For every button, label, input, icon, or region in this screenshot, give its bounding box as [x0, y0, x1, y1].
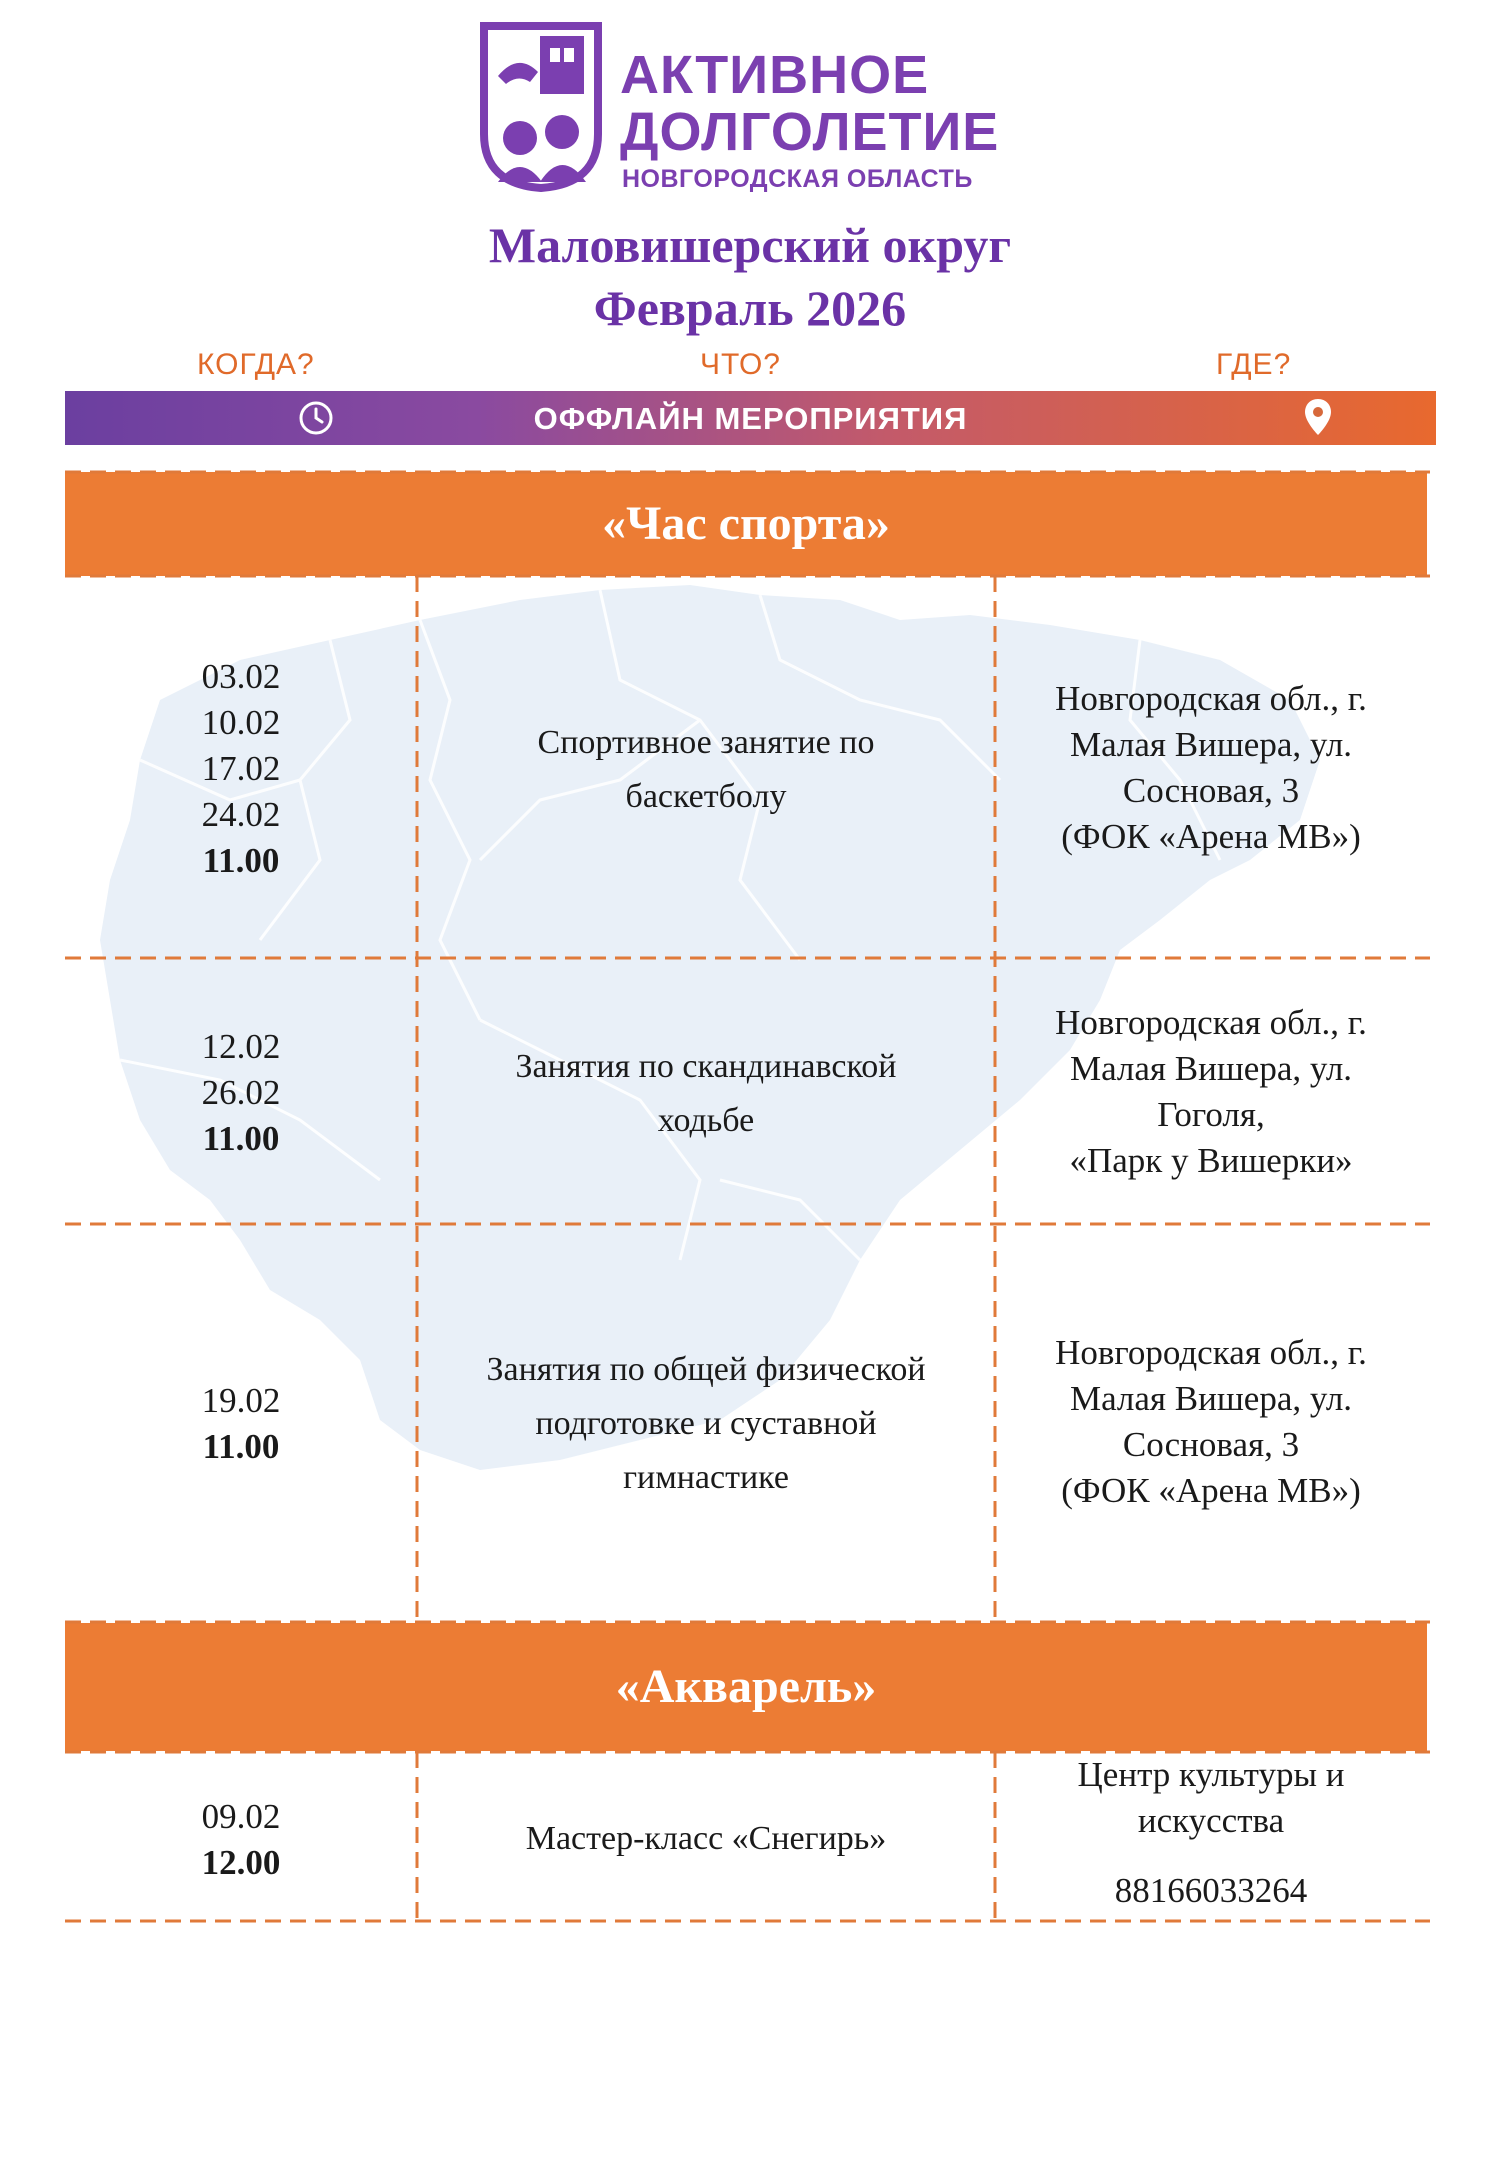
- logo-subtitle: НОВГОРОДСКАЯ ОБЛАСТЬ: [622, 165, 973, 193]
- location-line: Новгородская обл., г.: [1055, 1333, 1367, 1372]
- label-what: ЧТО?: [700, 348, 781, 381]
- event-line: Занятия по общей физической: [486, 1351, 926, 1388]
- row3-event: [417, 1343, 995, 1505]
- date: 10.02: [201, 703, 281, 742]
- time: 11.00: [202, 841, 280, 880]
- location-line: Гоголя,: [1157, 1095, 1265, 1134]
- row3-dates: [65, 1378, 417, 1470]
- location-line: искусства: [1137, 1801, 1285, 1840]
- row4-location: [995, 1752, 1427, 1914]
- row2-location: [995, 1000, 1427, 1184]
- event-line: баскетболу: [625, 778, 787, 815]
- row1-dates: [65, 654, 417, 884]
- date: 09.02: [201, 1797, 281, 1836]
- time: 11.00: [202, 1427, 280, 1466]
- phone-number: 88166033264: [1114, 1871, 1308, 1910]
- event-line: Спортивное занятие по: [537, 724, 875, 761]
- logo-title-line1: АКТИВНОЕ: [620, 45, 930, 105]
- active-longevity-logo-icon: [478, 22, 604, 192]
- event-line: Мастер-класс «Снегирь»: [525, 1820, 887, 1857]
- location-pin-icon: [1303, 397, 1333, 437]
- time: 11.00: [202, 1119, 280, 1158]
- location-line: (ФОК «Арена МВ»): [1061, 817, 1361, 856]
- row4-event: [417, 1812, 995, 1866]
- date: 03.02: [201, 657, 281, 696]
- page-title: Маловишерский округ: [488, 217, 1012, 273]
- location-line: Новгородская обл., г.: [1055, 1003, 1367, 1042]
- location-line: (ФОК «Арена МВ»): [1061, 1471, 1361, 1510]
- location-line: Сосновая, 3: [1122, 771, 1300, 810]
- clock-icon: [297, 399, 335, 437]
- label-when: КОГДА?: [197, 348, 315, 381]
- date: 19.02: [201, 1381, 281, 1420]
- logo-title-line2: ДОЛГОЛЕТИЕ: [620, 102, 1000, 162]
- row1-location: [995, 676, 1427, 860]
- event-line: Занятия по скандинавской: [515, 1048, 897, 1085]
- location-line: Сосновая, 3: [1122, 1425, 1300, 1464]
- offline-events-band: [65, 391, 1436, 445]
- page-subtitle-month: Февраль 2026: [593, 280, 907, 336]
- location-line: Малая Вишера, ул.: [1069, 1049, 1353, 1088]
- location-line: Малая Вишера, ул.: [1069, 725, 1353, 764]
- row2-dates: [65, 1024, 417, 1162]
- date: 12.02: [201, 1027, 281, 1066]
- date: 26.02: [201, 1073, 281, 1112]
- date: 24.02: [201, 795, 281, 834]
- location-line: Центр культуры и: [1077, 1755, 1345, 1794]
- section-header-sport-hour: «Час спорта»: [65, 472, 1427, 576]
- date: 17.02: [201, 749, 281, 788]
- label-where: ГДЕ?: [1216, 348, 1292, 381]
- location-line: Новгородская обл., г.: [1055, 679, 1367, 718]
- band-title: ОФФЛАЙН МЕРОПРИЯТИЯ: [533, 401, 968, 436]
- row3-location: [995, 1330, 1427, 1514]
- event-line: гимнастике: [623, 1459, 789, 1496]
- section-header-watercolor: «Акварель»: [65, 1623, 1427, 1751]
- time: 12.00: [201, 1843, 281, 1882]
- row1-event: [417, 716, 995, 824]
- row4-dates: [65, 1794, 417, 1886]
- location-line: «Парк у Вишерки»: [1069, 1141, 1353, 1180]
- event-line: ходьбе: [657, 1102, 755, 1139]
- event-line: подготовке и суставной: [535, 1405, 877, 1442]
- row2-event: [417, 1040, 995, 1148]
- location-line: Малая Вишера, ул.: [1069, 1379, 1353, 1418]
